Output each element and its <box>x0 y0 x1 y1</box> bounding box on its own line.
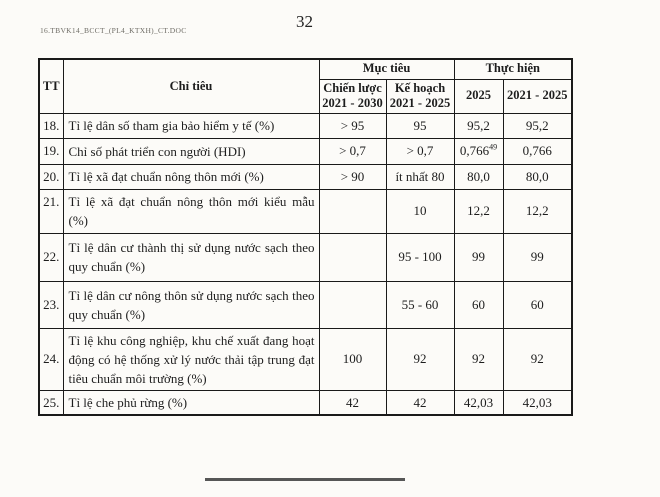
table-header-row-1 <box>39 59 572 79</box>
target-plan-value: > 0,7 <box>386 138 454 164</box>
col-header-2025: 2025 <box>454 79 503 113</box>
row-number: 24. <box>39 328 63 390</box>
actual-2021-2025-value: 12,2 <box>503 189 572 233</box>
actual-2021-2025-value: 60 <box>503 281 572 328</box>
col-header-2021-2025: 2021 - 2025 <box>503 79 572 113</box>
target-plan-value: 10 <box>386 189 454 233</box>
actual-2021-2025-value: 0,766 <box>503 138 572 164</box>
actual-2021-2025-value: 95,2 <box>503 113 572 138</box>
indicator-name: Tỉ lệ dân số tham gia bảo hiểm y tế (%) <box>63 113 319 138</box>
row-number: 18. <box>39 113 63 138</box>
target-plan-value: 42 <box>386 390 454 415</box>
actual-2025-value <box>454 138 503 164</box>
table-row-20 <box>39 164 572 189</box>
col-header-ke-hoach: Kế hoạch 2021 - 2025 <box>386 79 454 113</box>
target-strategy-value <box>319 281 386 328</box>
actual-2025-value: 12,2 <box>454 189 503 233</box>
page-number: 32 <box>296 12 313 31</box>
table-row-21 <box>39 189 572 233</box>
indicator-name: Tỉ lệ dân cư nông thôn sử dụng nước sạch theo quy chuẩn (%) <box>63 281 319 328</box>
col-header-chien-luoc: Chiến lược 2021 - 2030 <box>319 79 386 113</box>
actual-2021-2025-value: 42,03 <box>503 390 572 415</box>
row-number: 21. <box>39 189 63 233</box>
col-header-muc-tieu: Mục tiêu <box>319 59 454 79</box>
target-strategy-value <box>319 189 386 233</box>
indicator-table <box>38 58 573 416</box>
target-plan-value: 92 <box>386 328 454 390</box>
row-number: 25. <box>39 390 63 415</box>
table-row-22 <box>39 233 572 281</box>
indicator-name: Tỉ lệ che phủ rừng (%) <box>63 390 319 415</box>
indicator-name: Tỉ lệ khu công nghiệp, khu chế xuất đang hoạt động có hệ thống xử lý nước thải tập trung đạt tiêu chuẩn môi trường (%) <box>63 328 319 390</box>
table-row-23 <box>39 281 572 328</box>
value-text: 0,766 <box>459 143 490 159</box>
target-plan-value: 55 - 60 <box>386 281 454 328</box>
actual-2025-value: 60 <box>454 281 503 328</box>
col-header-chi-tieu: Chỉ tiêu <box>63 59 319 113</box>
table-row-25 <box>39 390 572 415</box>
target-plan-value: ít nhất 80 <box>386 164 454 189</box>
col-header-tt: TT <box>39 59 63 113</box>
actual-2025-value: 99 <box>454 233 503 281</box>
target-strategy-value: 100 <box>319 328 386 390</box>
row-number: 22. <box>39 233 63 281</box>
actual-2025-value: 80,0 <box>454 164 503 189</box>
actual-2025-value: 42,03 <box>454 390 503 415</box>
target-strategy-value: > 95 <box>319 113 386 138</box>
indicator-name: Tỉ lệ xã đạt chuẩn nông thôn mới (%) <box>63 164 319 189</box>
target-strategy-value: > 90 <box>319 164 386 189</box>
target-strategy-value: 42 <box>319 390 386 415</box>
actual-2021-2025-value: 80,0 <box>503 164 572 189</box>
table-header <box>39 59 572 113</box>
indicator-name: Tỉ lệ xã đạt chuẩn nông thôn mới kiểu mẫu (%) <box>63 189 319 233</box>
row-number: 19. <box>39 138 63 164</box>
table-row-18 <box>39 113 572 138</box>
header-filename: 16.TBVK14_BCCT_(PL4_KTXH)_CT.DOC <box>40 26 187 35</box>
table-row-24 <box>39 328 572 390</box>
table-body <box>39 113 572 415</box>
actual-2025-value: 92 <box>454 328 503 390</box>
target-plan-value: 95 - 100 <box>386 233 454 281</box>
actual-2021-2025-value: 92 <box>503 328 572 390</box>
footer-divider <box>205 478 405 481</box>
target-strategy-value: > 0,7 <box>319 138 386 164</box>
indicator-name: Tỉ lệ dân cư thành thị sử dụng nước sạch theo quy chuẩn (%) <box>63 233 319 281</box>
table-row-19 <box>39 138 572 164</box>
actual-2021-2025-value: 99 <box>503 233 572 281</box>
footnote-ref: 49 <box>489 142 498 152</box>
row-number: 20. <box>39 164 63 189</box>
target-strategy-value <box>319 233 386 281</box>
col-header-thuc-hien: Thực hiện <box>454 59 572 79</box>
indicator-name: Chỉ số phát triển con người (HDI) <box>63 138 319 164</box>
actual-2025-value: 95,2 <box>454 113 503 138</box>
row-number: 23. <box>39 281 63 328</box>
target-plan-value: 95 <box>386 113 454 138</box>
